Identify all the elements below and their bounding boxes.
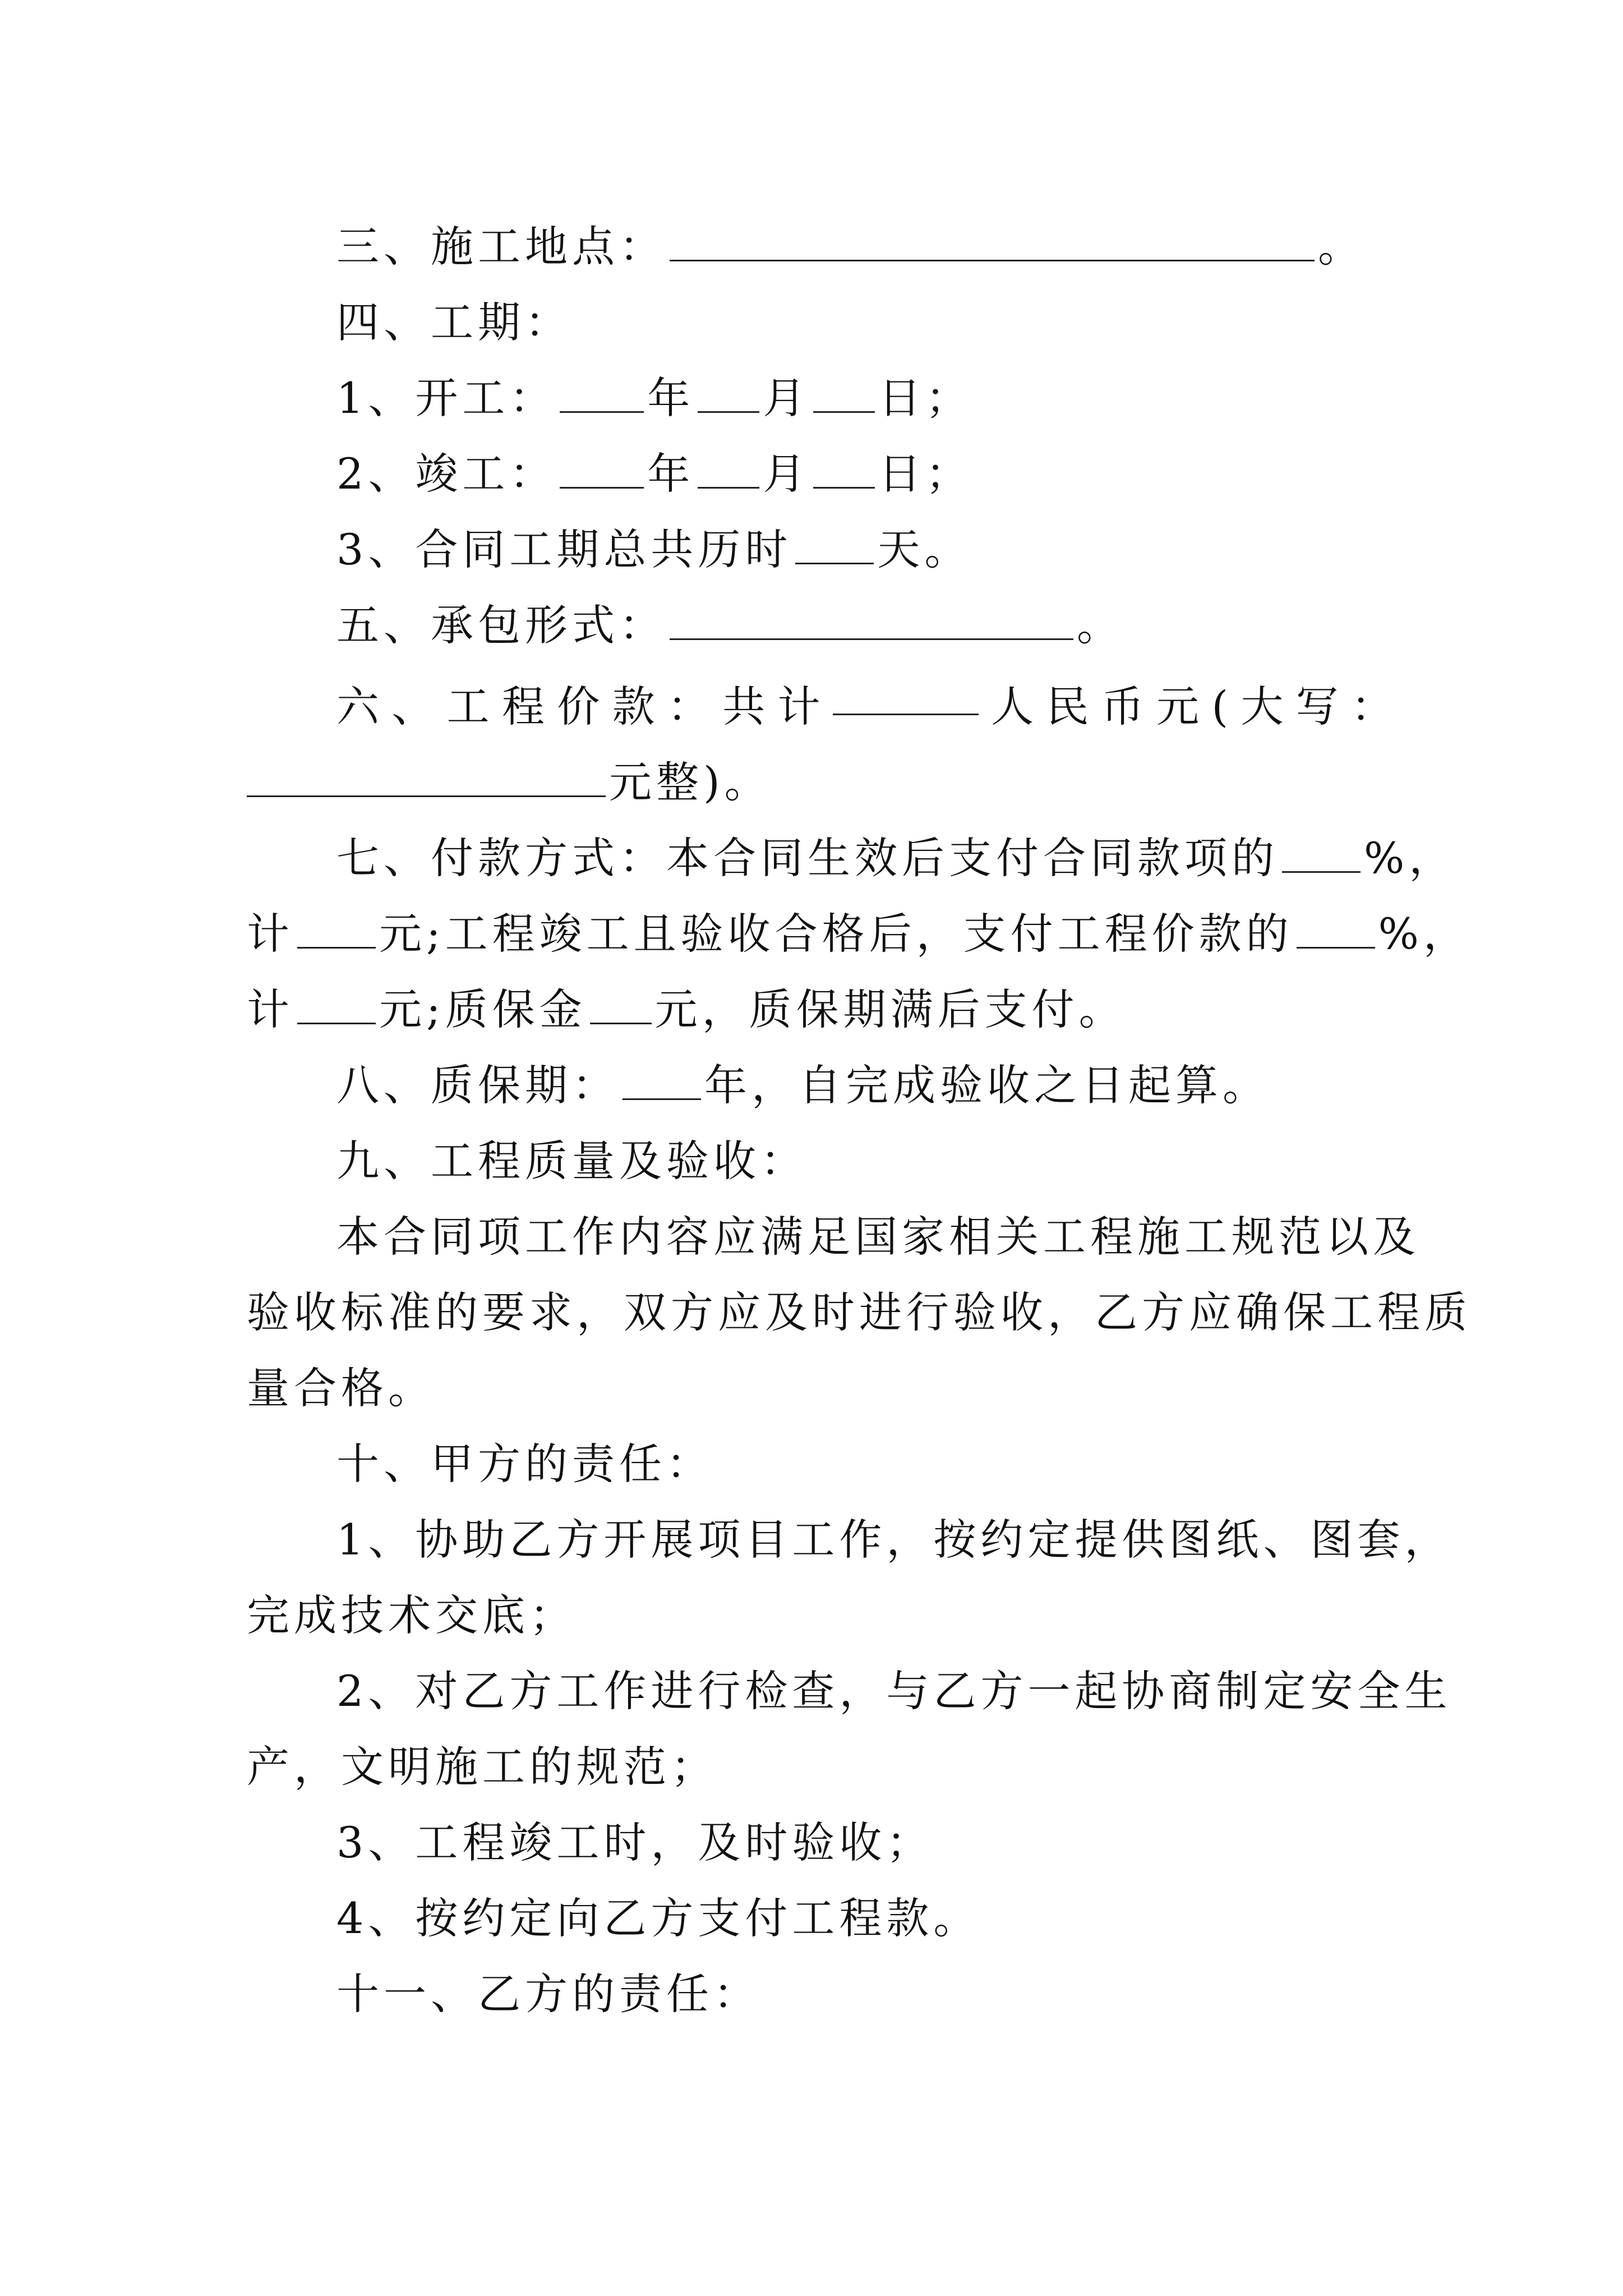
price-char: 六 <box>336 682 379 731</box>
payment-method-text: 七、付款方式：本合同生效后支付合同款项的 <box>336 833 1279 883</box>
construction-site-label: 三、施工地点： <box>336 222 666 272</box>
start-month-unit: 月 <box>763 373 810 423</box>
payment-percent-blank-2[interactable] <box>1297 912 1375 949</box>
total-days-label: 3、合同工期总共历时 <box>336 524 792 574</box>
quality-paragraph-line: 量合格。 <box>247 1363 435 1413</box>
payment-line-3 <box>247 982 1126 1038</box>
start-year-unit: 年 <box>647 373 695 423</box>
completion-date-label: 2、竣工： <box>336 449 557 499</box>
start-month-blank[interactable] <box>698 376 759 413</box>
party-b-heading: 十一、乙方的责任： <box>336 1969 760 2019</box>
price-char: ： <box>1350 682 1394 731</box>
payment-line-2-text: 元;工程竣工且验收合格后，支付工程价款的 <box>379 909 1293 959</box>
warranty-label: 八、质保期： <box>336 1060 619 1110</box>
start-day-blank[interactable] <box>813 376 875 413</box>
completion-day-unit: 日； <box>878 449 973 499</box>
price-char: 程 <box>501 682 545 731</box>
start-year-blank[interactable] <box>560 376 644 413</box>
price-char: 写 <box>1295 682 1339 731</box>
retention-label: 元;质保金 <box>379 984 587 1034</box>
contract-form-blank[interactable] <box>670 604 1073 640</box>
total-days-line <box>336 522 971 578</box>
construction-site-blank[interactable] <box>670 225 1315 261</box>
price-uppercase-line <box>247 754 772 811</box>
price-char: 工 <box>446 682 490 731</box>
price-char: ( <box>1211 682 1229 731</box>
completion-month-unit: 月 <box>763 449 810 499</box>
payment-amount-label-2: 计 <box>247 984 294 1034</box>
payment-percent-unit-1: %， <box>1364 833 1456 883</box>
party-a-item-line: 产，文明施工的规范； <box>247 1742 718 1792</box>
price-uppercase-end: 元整)。 <box>609 757 772 807</box>
payment-line-3-end: 元，质保期满后支付。 <box>654 984 1126 1034</box>
completion-month-blank[interactable] <box>698 452 759 489</box>
price-char: 民 <box>1046 682 1089 731</box>
quality-paragraph-line: 验收标准的要求，双方应及时进行验收，乙方应确保工程质 <box>247 1287 1472 1337</box>
retention-blank[interactable] <box>590 988 652 1024</box>
price-char: 人 <box>991 682 1034 731</box>
contract-form-end: 。 <box>1077 600 1124 650</box>
price-char: 共 <box>722 682 766 731</box>
party-a-item-line: 1、协助乙方开展项目工作，按约定提供图纸、图套， <box>336 1515 1452 1565</box>
completion-year-blank[interactable] <box>560 452 644 489</box>
project-price-line <box>336 679 1394 735</box>
start-day-unit: 日； <box>878 373 973 423</box>
completion-date-line <box>336 446 972 502</box>
payment-percent-unit-2: %， <box>1378 909 1470 959</box>
completion-year-unit: 年 <box>647 449 695 499</box>
start-date-label: 1、开工： <box>336 373 557 423</box>
price-amount-blank[interactable] <box>833 679 979 715</box>
price-uppercase-blank[interactable] <box>247 761 606 797</box>
party-a-item-line: 3、工程竣工时，及时验收； <box>336 1818 934 1867</box>
price-char: ： <box>667 682 710 731</box>
payment-percent-blank-1[interactable] <box>1282 836 1361 873</box>
warranty-years-blank[interactable] <box>623 1064 701 1100</box>
payment-method-line <box>336 830 1456 886</box>
price-char: 款 <box>612 682 655 731</box>
total-days-blank[interactable] <box>795 528 874 564</box>
price-char: 币 <box>1101 682 1144 731</box>
warranty-end: 年，自完成验收之日起算。 <box>704 1060 1270 1110</box>
quality-paragraph-line: 本合同项工作内容应满足国家相关工程施工规范以及 <box>336 1212 1420 1262</box>
party-a-heading: 十、甲方的责任： <box>336 1439 713 1489</box>
contract-form-line <box>336 597 1124 654</box>
price-char: 价 <box>557 682 600 731</box>
completion-day-blank[interactable] <box>813 452 875 489</box>
price-char: 、 <box>391 682 435 731</box>
party-a-item-line: 2、对乙方工作进行检查，与乙方一起协商制定安全生 <box>336 1666 1452 1716</box>
warranty-line <box>336 1057 1270 1114</box>
price-char: 大 <box>1241 682 1284 731</box>
party-a-item-line: 4、按约定向乙方支付工程款。 <box>336 1893 981 1943</box>
total-days-unit: 天。 <box>877 524 972 574</box>
construction-site-line <box>336 219 1365 275</box>
price-char: 计 <box>777 682 820 731</box>
price-char: 元 <box>1156 682 1200 731</box>
start-date-line <box>336 370 972 426</box>
payment-line-2 <box>247 906 1470 962</box>
payment-amount-blank-1[interactable] <box>297 912 376 949</box>
quality-heading: 九、工程质量及验收： <box>336 1136 808 1186</box>
payment-amount-label-1: 计 <box>247 909 294 959</box>
payment-amount-blank-2[interactable] <box>297 988 376 1024</box>
contract-form-label: 五、承包形式： <box>336 600 666 650</box>
duration-heading: 四、工期： <box>336 297 572 347</box>
construction-site-end: 。 <box>1318 222 1365 272</box>
party-a-item-line: 完成技术交底； <box>247 1590 577 1640</box>
